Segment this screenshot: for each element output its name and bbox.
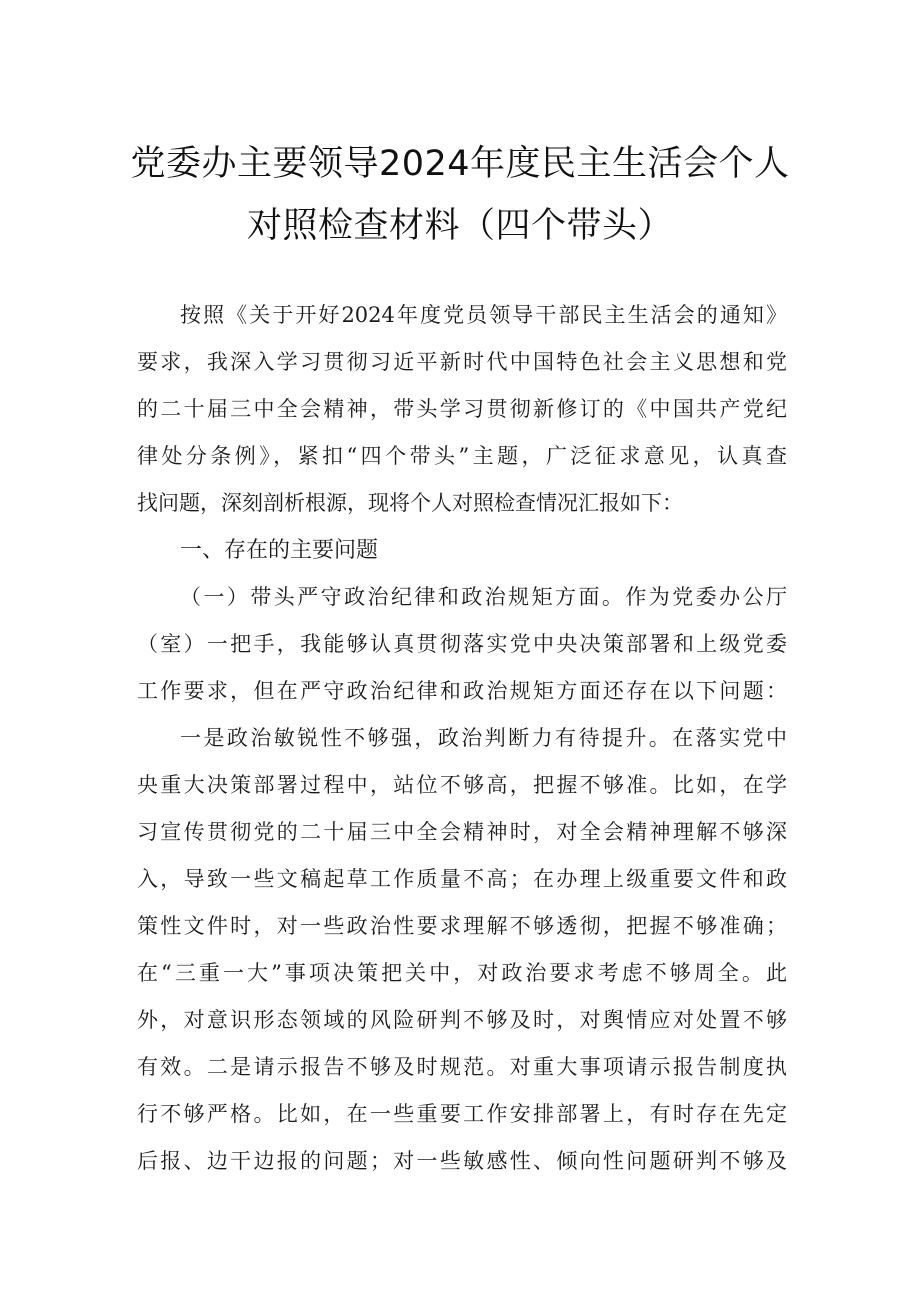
body-line-6: 在“三重一大”事项决策把关中，对政治要求考虑不够周全。此 [137, 961, 787, 985]
body-line-1: 一是政治敏锐性不够强，政治判断力有待提升。在落实党中 [180, 726, 787, 750]
subsection-line-1: （一）带头严守政治纪律和政治规矩方面。作为党委办公厅 [180, 585, 787, 609]
body-line-10: 后报、边干边报的问题；对一些敏感性、倾向性问题研判不够及 [137, 1149, 787, 1173]
intro-line-3: 的二十届三中全会精神，带头学习贯彻新修订的《中国共产党纪 [137, 397, 787, 421]
intro-line-4: 律处分条例》，紧扣“四个带头”主题，广泛征求意见，认真查 [137, 444, 787, 468]
section-heading: 一、存在的主要问题 [180, 538, 379, 563]
document-title-line-2: 对照检查材料（四个带头） [246, 206, 673, 246]
intro-line-5: 找问题，深刻剖析根源，现将个人对照检查情况汇报如下： [137, 491, 683, 515]
body-line-9: 行不够严格。比如，在一些重要工作安排部署上，有时存在先定 [137, 1102, 787, 1126]
body-line-8: 有效。二是请示报告不够及时规范。对重大事项请示报告制度执 [137, 1055, 787, 1079]
subsection-line-3: 工作要求，但在严守政治纪律和政治规矩方面还存在以下问题： [137, 679, 787, 703]
document-title-line-1: 党委办主要领导2024年度民主生活会个人 [130, 144, 790, 184]
body-line-2: 央重大决策部署过程中，站位不够高，把握不够准。比如，在学 [137, 773, 787, 797]
body-line-7: 外，对意识形态领域的风险研判不够及时，对舆情应对处置不够 [137, 1008, 787, 1032]
body-line-4: 入，导致一些文稿起草工作质量不高；在办理上级重要文件和政 [137, 867, 787, 891]
subsection-line-2: （室）一把手，我能够认真贯彻落实党中央决策部署和上级党委 [137, 632, 787, 656]
body-line-3: 习宣传贯彻党的二十届三中全会精神时，对全会精神理解不够深 [137, 820, 787, 844]
intro-line-1: 按照《关于开好2024年度党员领导干部民主生活会的通知》 [180, 303, 787, 327]
intro-line-2: 要求，我深入学习贯彻习近平新时代中国特色社会主义思想和党 [137, 350, 787, 374]
body-line-5: 策性文件时，对一些政治性要求理解不够透彻，把握不够准确； [137, 914, 787, 938]
